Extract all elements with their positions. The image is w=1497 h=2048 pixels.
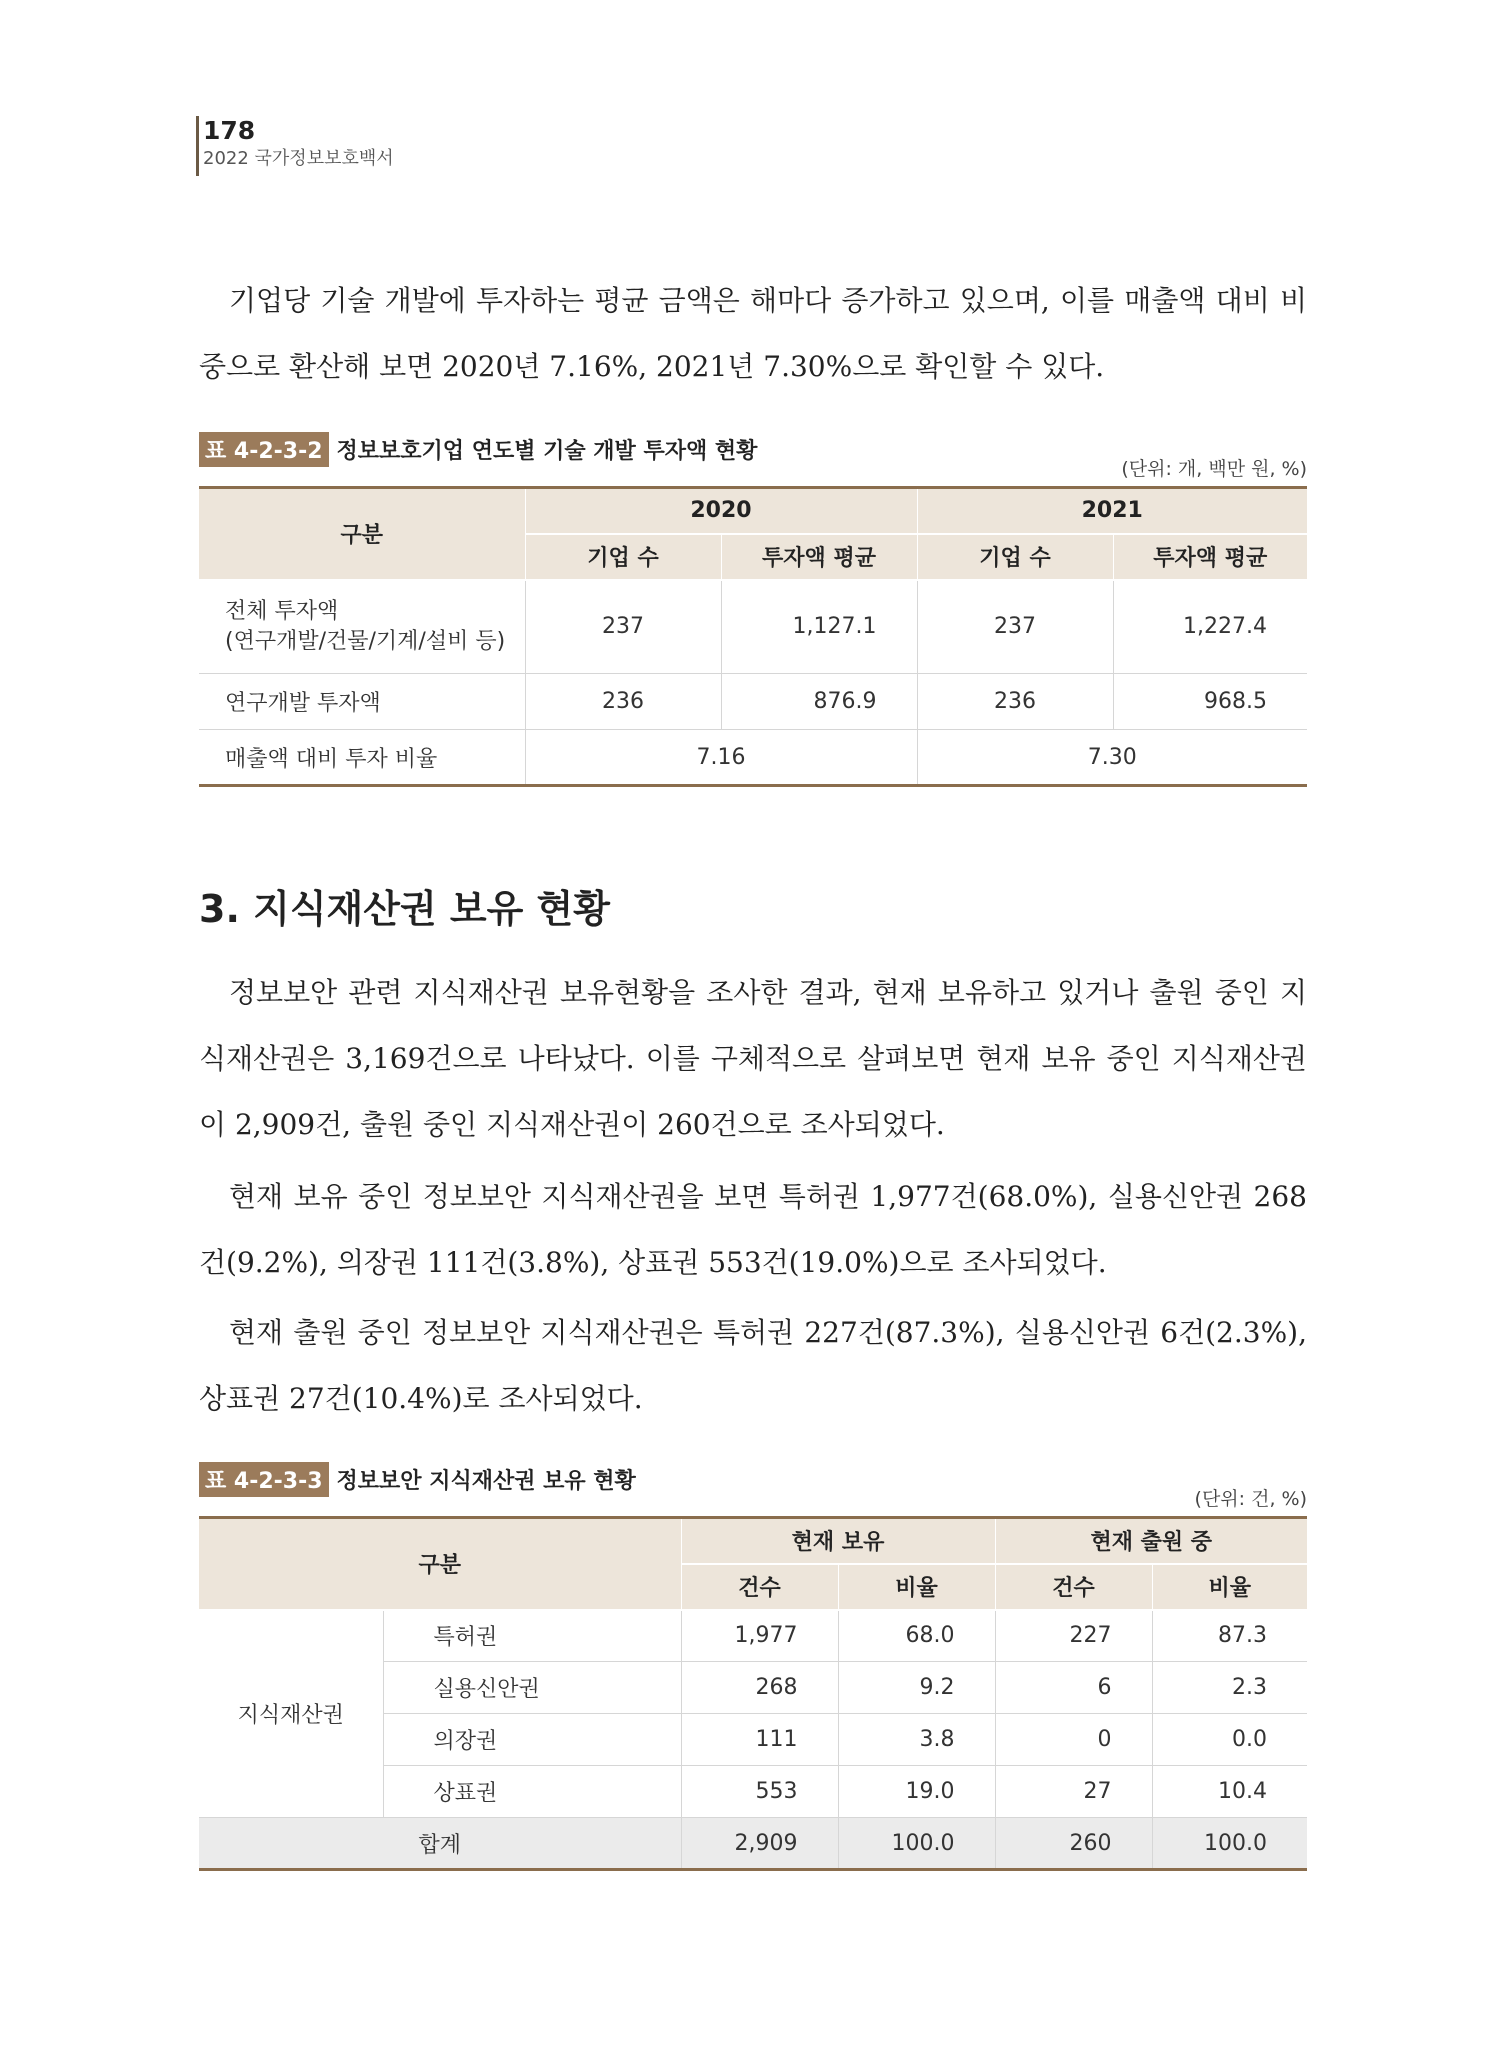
table1-head-year1: 2020: [525, 488, 917, 534]
row-label: 연구개발 투자액: [199, 674, 525, 730]
total-pending-ratio: 100.0: [1152, 1818, 1307, 1870]
table1-head-avg-2020: 투자액 평균: [721, 534, 917, 580]
cell-held-ratio: 9.2: [838, 1662, 995, 1714]
cell-count-2021: 237: [917, 580, 1113, 674]
cell-avg-2021: 968.5: [1113, 674, 1307, 730]
cell-count-2020: 236: [525, 674, 721, 730]
row-type: 상표권: [383, 1766, 681, 1818]
paragraph-ip-pending: 현재 출원 중인 정보보안 지식재산권은 특허권 227건(87.3%), 실용신안권 6건(2.3%), 상표권 27건(10.4%)로 조사되었다.: [199, 1316, 1307, 1415]
cell-held-ratio: 68.0: [838, 1610, 995, 1662]
row-group-label: 지식재산권: [199, 1610, 383, 1818]
cell-held-count: 268: [681, 1662, 838, 1714]
total-label: 합계: [199, 1818, 681, 1870]
table1-title: 정보보호기업 연도별 기술 개발 투자액 현황: [336, 439, 758, 464]
cell-ratio-2021: 7.30: [917, 730, 1307, 786]
table1-head-count-2020: 기업 수: [525, 534, 721, 580]
table1-tag: 표 4-2-3-2: [199, 432, 329, 467]
cell-pending-count: 6: [995, 1662, 1152, 1714]
cell-pending-count: 0: [995, 1714, 1152, 1766]
cell-pending-count: 227: [995, 1610, 1152, 1662]
table1: [199, 486, 1307, 787]
cell-avg-2021: 1,227.4: [1113, 580, 1307, 674]
row-label: 매출액 대비 투자 비율: [199, 730, 525, 786]
row-label: [199, 580, 525, 674]
table1-caption: [199, 432, 757, 467]
paragraph-intro: 기업당 기술 개발에 투자하는 평균 금액은 해마다 증가하고 있으며, 이를 매출액 대비 비중으로 환산해 보면 2020년 7.16%, 2021년 7.30%으로 확인할 수 있다.: [199, 284, 1307, 383]
table2-title: 정보보안 지식재산권 보유 현황: [336, 1469, 636, 1494]
table1-head-avg-2021: 투자액 평균: [1113, 534, 1307, 580]
cell-pending-count: 27: [995, 1766, 1152, 1818]
page-number: 178: [203, 116, 256, 145]
cell-held-ratio: 19.0: [838, 1766, 995, 1818]
cell-pending-ratio: 87.3: [1152, 1610, 1307, 1662]
table2-tag: 표 4-2-3-3: [199, 1462, 329, 1497]
cell-avg-2020: 876.9: [721, 674, 917, 730]
cell-count-2020: 237: [525, 580, 721, 674]
table2-head-held-ratio: 비율: [838, 1564, 995, 1610]
cell-held-ratio: 3.8: [838, 1714, 995, 1766]
table-row: [199, 580, 1307, 674]
section-title: 3. 지식재산권 보유 현황: [199, 887, 610, 931]
table1-head-count-2021: 기업 수: [917, 534, 1113, 580]
table2-head-category: 구분: [199, 1518, 681, 1610]
total-pending-count: 260: [995, 1818, 1152, 1870]
table2-head-pending-count: 건수: [995, 1564, 1152, 1610]
cell-count-2021: 236: [917, 674, 1113, 730]
table2-unit: (단위: 건, %): [1194, 1488, 1307, 1510]
total-held-ratio: 100.0: [838, 1818, 995, 1870]
table2: [199, 1516, 1307, 1871]
cell-held-count: 111: [681, 1714, 838, 1766]
row-type: 특허권: [383, 1610, 681, 1662]
cell-ratio-2020: 7.16: [525, 730, 917, 786]
table2-head-pending-ratio: 비율: [1152, 1564, 1307, 1610]
table1-unit: (단위: 개, 백만 원, %): [1121, 458, 1307, 480]
table2-head-held-count: 건수: [681, 1564, 838, 1610]
paragraph-ip-held: 현재 보유 중인 정보보안 지식재산권을 보면 특허권 1,977건(68.0%), 실용신안권 268건(9.2%), 의장권 111건(3.8%), 상표권 553건(19.0%)으로 조사되었다.: [199, 1180, 1307, 1279]
table-row: [199, 730, 1307, 786]
cell-pending-ratio: 2.3: [1152, 1662, 1307, 1714]
table-row: [199, 1610, 1307, 1662]
book-title: 2022 국가정보보호백서: [203, 148, 394, 169]
table-row: [199, 674, 1307, 730]
page-header: [196, 116, 394, 176]
table2-head-pending: 현재 출원 중: [995, 1518, 1307, 1564]
cell-held-count: 1,977: [681, 1610, 838, 1662]
row-type: 의장권: [383, 1714, 681, 1766]
cell-pending-ratio: 10.4: [1152, 1766, 1307, 1818]
cell-held-count: 553: [681, 1766, 838, 1818]
cell-pending-ratio: 0.0: [1152, 1714, 1307, 1766]
row-type: 실용신안권: [383, 1662, 681, 1714]
cell-avg-2020: 1,127.1: [721, 580, 917, 674]
table1-head-year2: 2021: [917, 488, 1307, 534]
table-total-row: [199, 1818, 1307, 1870]
row-label-line2: (연구개발/건물/기계/설비 등): [225, 628, 506, 654]
row-label-line1: 전체 투자액: [225, 598, 339, 624]
table2-caption: [199, 1462, 636, 1497]
total-held-count: 2,909: [681, 1818, 838, 1870]
paragraph-ip-summary: 정보보안 관련 지식재산권 보유현황을 조사한 결과, 현재 보유하고 있거나 출원 중인 지식재산권은 3,169건으로 나타났다. 이를 구체적으로 살펴보면 현재 보유 중인 지식재산권이 2,909건, 출원 중인 지식재산권이 260건으로 조사되었다.: [199, 976, 1307, 1141]
table2-head-held: 현재 보유: [681, 1518, 995, 1564]
table1-head-category: 구분: [199, 488, 525, 580]
